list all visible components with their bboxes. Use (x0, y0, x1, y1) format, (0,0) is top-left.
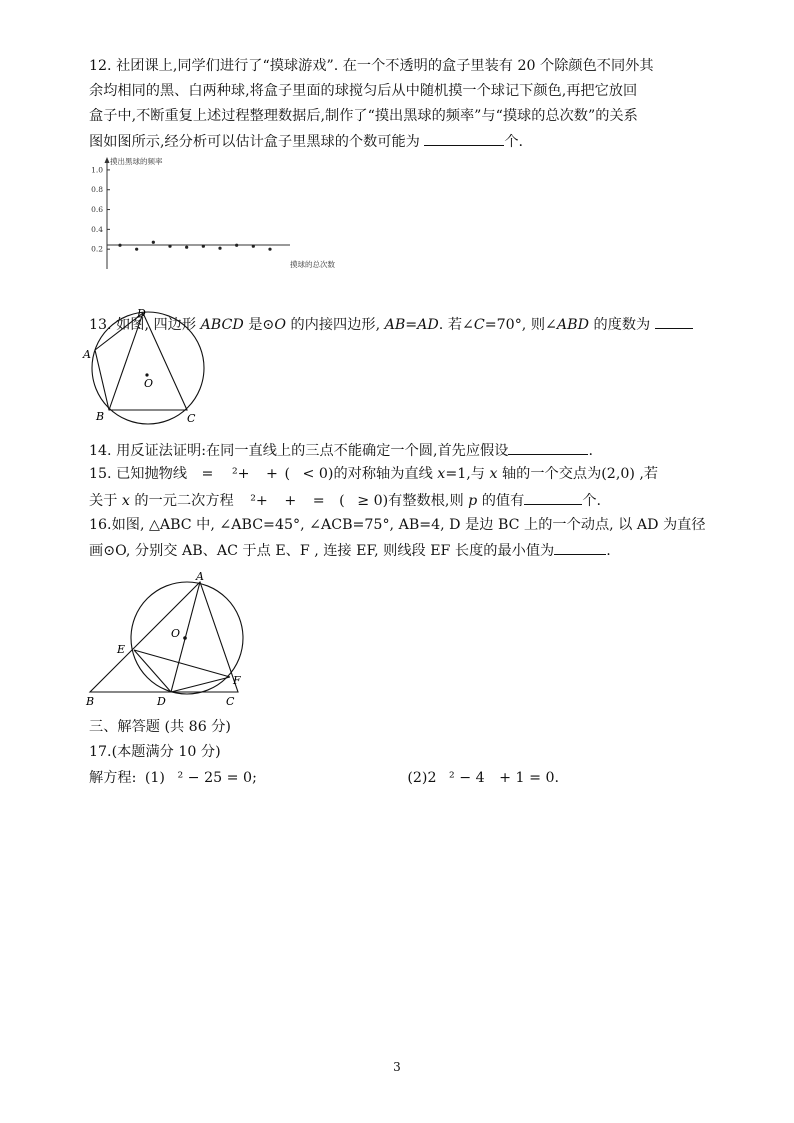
q16-tail: . (606, 543, 611, 559)
q15-l2d: + (284, 493, 297, 509)
q13-figure (80, 306, 220, 430)
label-e: E (117, 643, 126, 656)
q17-part1-eq: ² − 25 = 0; (177, 770, 257, 786)
data-point (218, 247, 221, 250)
y-tick-label: 0.8 (91, 185, 103, 195)
data-point (118, 244, 121, 247)
q15-line-1 (89, 464, 719, 484)
q13-mid2: 的内接四边形, (285, 317, 385, 333)
q12-line-2: 余均相同的黑、白两种球,将盒子里面的球搅匀后从中随机摸一个球记下颜色,再把它放回 (89, 83, 638, 99)
q15-l2b: 的一元二次方程 (129, 493, 234, 509)
q13-prefix: 13. 如图, 四边形 (89, 317, 201, 333)
answer-blank-13 (655, 314, 693, 329)
q15-l1c: ²+ (231, 466, 250, 482)
q17-part2-eq: ² − 4 (449, 770, 485, 786)
q13-mid4: =70°, 则∠ (484, 317, 557, 333)
q17-part1-label: (1) (144, 770, 165, 786)
answer-blank-15 (524, 490, 582, 505)
data-point (252, 245, 255, 248)
label-o: O (144, 377, 154, 390)
y-axis-label: 摸出黑球的频率 (110, 157, 163, 166)
label-d: D (137, 307, 146, 320)
label-c: C (187, 412, 196, 425)
data-point (135, 248, 138, 251)
q12-tail: 个. (504, 134, 524, 150)
label-a: A (83, 348, 91, 361)
q15-x3: x (121, 493, 130, 509)
q17-lead: 解方程: (89, 770, 137, 786)
q16-figure (84, 570, 256, 710)
q15-l2c: ²+ (250, 493, 268, 509)
q15-l1e: ( (284, 466, 290, 482)
q14-line (89, 440, 719, 461)
y-tick-label: 0.2 (91, 244, 103, 254)
q17-part2-label: (2)2 (407, 770, 437, 786)
q12-line-3: 盒子中,不断重复上述过程整理数据后,制作了“摸出黑球的频率”与“摸球的总次数”的关系 (89, 108, 638, 124)
q13-eq: AB=AD (384, 317, 439, 333)
q13-mid3: . 若∠ (438, 317, 474, 333)
data-point (168, 245, 171, 248)
page-number: 3 (393, 1060, 401, 1074)
q12-line-4-text: 图如图所示,经分析可以估计盒子里黑球的个数可能为 (89, 134, 420, 150)
q15-x2: x (489, 466, 498, 482)
label-f: F (233, 674, 241, 687)
answer-blank-16 (554, 540, 606, 555)
q15-l2e: = (312, 493, 325, 509)
q13-mid1: 是⊙ (243, 317, 275, 333)
label-c: C (226, 695, 235, 708)
data-point (152, 241, 155, 244)
segment-ef (134, 650, 230, 677)
label-o: O (171, 627, 181, 640)
answer-blank-12 (424, 131, 504, 146)
label-b: B (86, 695, 95, 708)
q13-quad: ABCD (200, 317, 244, 333)
q12-line-4 (89, 131, 719, 152)
label-b: B (96, 410, 105, 423)
q13-o: O (274, 317, 286, 333)
q17-equations (89, 768, 719, 788)
center-dot (183, 636, 187, 640)
q15-tail: 个. (582, 493, 602, 509)
q15-l2a: 关于 (89, 493, 122, 509)
y-tick-label: 0.6 (91, 205, 103, 215)
q14-tail: . (588, 443, 593, 459)
q13-abd: ABD (556, 317, 589, 333)
q16-line-1: 16.如图, △ABC 中, ∠ABC=45°, ∠ACB=75°, AB=4, D 是边 BC 上的一个动点, 以 AD 为直径 (89, 517, 706, 533)
q17-part2-eq-tail: + 1 = 0. (499, 770, 560, 786)
section-heading: 三、解答题 (共 86 分) (89, 719, 231, 735)
q15-l2h: 的值有 (477, 493, 525, 509)
y-tick-label: 1.0 (91, 165, 103, 175)
q15-l2g: ≥ 0)有整数根,则 (357, 493, 469, 509)
data-point (202, 245, 205, 248)
q15-l1f: < 0)的对称轴为直线 (302, 466, 438, 482)
data-point (235, 244, 238, 247)
q15-p: p (468, 493, 478, 509)
q13-tail: 的度数为 (588, 317, 651, 333)
q15-l1a: 15. 已知抛物线 (89, 466, 188, 482)
frequency-chart (82, 154, 335, 274)
label-d: D (157, 695, 166, 708)
label-a: A (196, 570, 204, 583)
y-axis-arrow (105, 157, 110, 163)
q14-text: 14. 用反证法证明:在同一直线上的三点不能确定一个圆,首先应假设 (89, 443, 509, 459)
q15-l1b: = (201, 466, 214, 482)
segment-ed (134, 650, 171, 692)
segment-df (171, 677, 230, 692)
data-point (268, 248, 271, 251)
q13-c: C (473, 317, 485, 333)
q17-title: 17.(本题满分 10 分) (89, 744, 221, 760)
answer-blank-14 (508, 440, 588, 455)
diagonal-bd (109, 313, 143, 410)
q15-line-2 (89, 490, 719, 511)
q15-l1h: 轴的一个交点为(2,0) ,若 (497, 466, 659, 482)
data-point (185, 246, 188, 249)
q15-l2f: ( (339, 493, 345, 509)
q15-l1g: =1,与 (445, 466, 490, 482)
q15-x1: x (437, 466, 446, 482)
q12-line-1: 12. 社团课上,同学们进行了“摸球游戏”. 在一个不透明的盒子里装有 20 个除颜色不同外其 (89, 58, 654, 74)
q16-line-2 (89, 540, 719, 561)
x-axis-label: 摸球的总次数 (290, 260, 335, 269)
y-tick-label: 0.4 (91, 224, 103, 234)
circle-o-diameter-ad (131, 582, 243, 694)
q16-l2: 画⊙O, 分别交 AB、AC 于点 E、F , 连接 EF, 则线段 EF 长度的最小值为 (89, 543, 555, 559)
triangle-abc (90, 582, 238, 692)
q15-l1d: + (266, 466, 278, 482)
